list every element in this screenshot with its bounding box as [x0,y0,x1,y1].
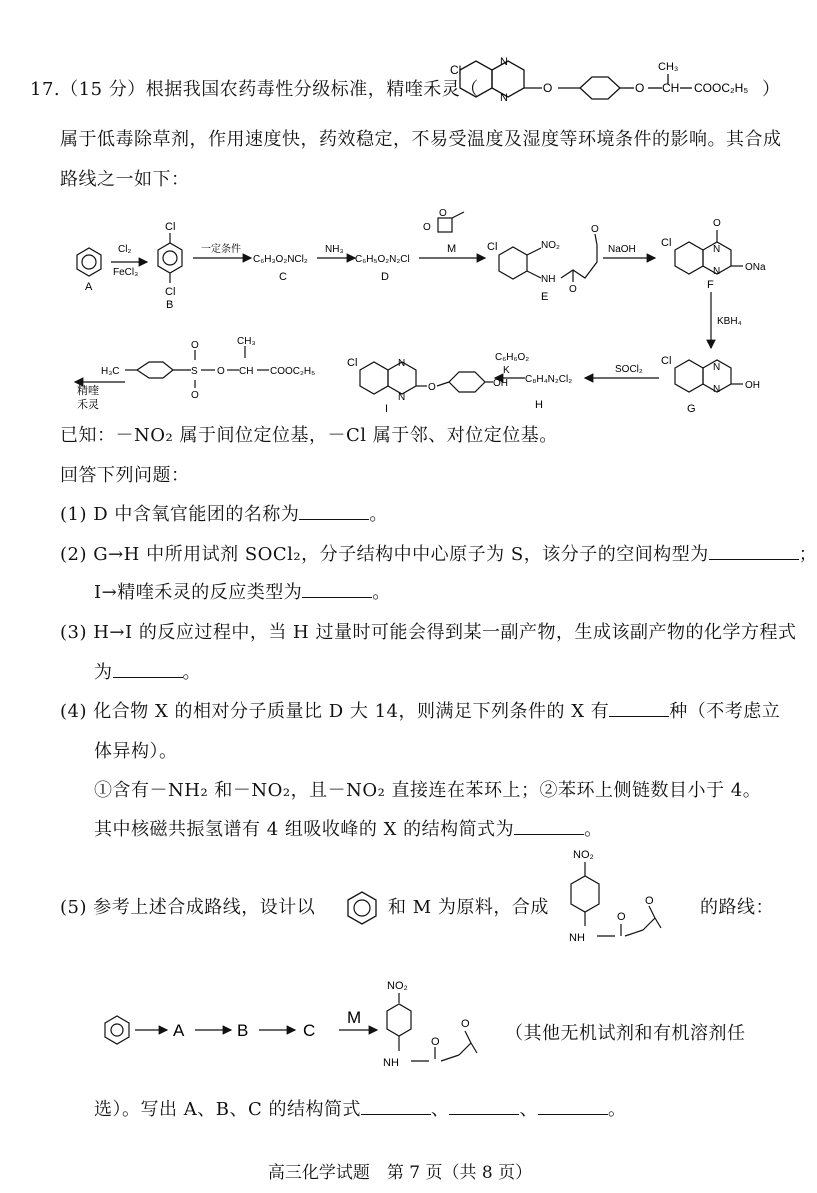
i-o: O [428,382,436,393]
ester-group: COOC₂H₅ [694,81,749,95]
g-oh: OH [745,380,760,391]
i-n1: N [398,358,406,369]
reagent-condition: 一定条件 [201,244,241,255]
cl-atom: Cl [450,63,462,77]
f-n2: N [713,266,721,277]
answer-blank-5b[interactable] [449,1098,519,1115]
answer-blank-5c[interactable] [538,1098,608,1115]
e-o-amide: O [569,284,577,295]
n-atom: N [500,56,508,68]
page-footer: 高三化学试题 第 7 页（共 8 页） [267,1163,533,1183]
o-atom: O [635,81,645,95]
question-4-nmr: 其中核磁共振氢谱有 4 组吸收峰的 X 的结构简式为 。 [94,819,603,840]
label-d: D [381,271,389,283]
answer-prompt: 回答下列问题： [60,465,190,486]
intro-line-2: 属于低毒除草剂，作用速度快，药效稳定，不易受温度及湿度等环境条件的影响。其合成 [60,129,782,150]
product-label-2: 禾灵 [77,399,99,411]
g-cl: Cl [661,355,672,367]
question-5-mid: 和 M 为原料，合成 [388,897,549,918]
target-o-amide: O [617,911,626,923]
route-b: B [237,1021,249,1040]
target-structure [545,846,705,966]
ts-ester: COOC₂H₅ [270,366,316,377]
answer-blank-4a[interactable] [609,700,669,717]
label-a: A [85,281,93,293]
e-cl: Cl [487,241,498,253]
intro-text: 17.（15 分）根据我国农药毒性分级标准，精喹禾灵（ [30,79,479,100]
route-o-amide: O [431,1036,440,1048]
route-c: C [303,1021,316,1040]
question-2-cont: I→精喹禾灵的反应类型为 。 [94,582,391,603]
question-intro [30,78,479,102]
reagent-cl2: Cl₂ [118,244,132,255]
i-n2: N [398,392,406,403]
b-cl-bottom: Cl [165,286,176,298]
question-4-cont: 体异构）。 [94,741,178,762]
formula-c: C₆H₃O₂NCl₂ [253,254,308,265]
question-5-end: 的路线： [700,897,774,918]
ts-o-bottom: O [191,390,199,401]
question-3-cont: 为 。 [94,662,201,683]
route-nh: NH [383,1057,399,1069]
o-atom: O [543,81,553,95]
reagent-socl2: SOCl₂ [615,364,643,375]
formula-h: C₈H₄N₂Cl₂ [525,374,573,385]
answer-blank-5a[interactable] [361,1098,431,1115]
g-n1: N [713,362,721,373]
route-o-ketone: O [461,1018,470,1030]
reagent-fecl3: FeCl₃ [113,267,139,278]
g-n2: N [713,384,721,395]
reagent-k: K [503,365,510,376]
label-c: C [279,271,287,283]
label-m: M [447,243,457,255]
question-4: (4) 化合物 X 的相对分子质量比 D 大 14，则满足下列条件的 X 有 种（不考虑立 [60,701,781,722]
quizalofop-structure [430,52,780,117]
answer-blank-1[interactable] [299,503,369,520]
answer-blank-2b[interactable] [302,581,372,598]
intro-close: ） [762,79,781,100]
benzene-a [77,248,101,276]
synthesis-scheme [55,200,775,425]
route-m: M [347,1008,362,1027]
label-g: G [687,403,696,415]
target-no2: NO₂ [573,849,594,861]
label-e: E [541,291,549,303]
target-o-ketone: O [645,895,654,907]
reagent-nh3: NH₃ [325,244,344,255]
ch-group: CH [662,81,680,95]
answer-blank-4b[interactable] [514,818,584,835]
f-cl: Cl [661,237,672,249]
target-nh: NH [569,932,585,944]
e-no2: NO₂ [541,240,560,251]
label-b: B [166,299,174,311]
ts-s: S [191,366,198,377]
formula-d: C₆H₅O₂N₂Cl [355,254,410,265]
question-4-conditions: ①含有－NH₂ 和－NO₂，且－NO₂ 直接连在苯环上；②苯环上侧链数目小于 4。 [94,780,762,801]
ts-h3c: H₃C [101,366,120,377]
question-3: (3) H→I 的反应过程中，当 H 过量时可能会得到某一副产物，生成该副产物的化学方程式 [60,622,797,643]
f-ona: ONa [745,262,766,273]
product-label-1: 精喹 [77,385,99,397]
b-cl-top: Cl [165,221,176,233]
ch3-group: CH₃ [658,61,679,73]
i-cl: Cl [347,357,358,369]
reagent-kbh4: KBH₄ [717,316,742,327]
reagent-c6h6o2: C₆H₆O₂ [495,352,530,363]
ts-o-top: O [191,340,199,351]
label-i: I [385,403,389,415]
label-f: F [707,279,714,291]
ts-ch3: CH₃ [237,336,256,347]
answer-blank-3[interactable] [113,661,183,678]
m-o-ring: O [423,222,431,233]
reagent-naoh: NaOH [608,244,636,255]
ts-ch: CH [239,366,254,377]
m-o-carbonyl: O [439,208,447,219]
intro-line-3: 路线之一如下： [60,169,190,190]
e-nh: NH [541,274,556,285]
question-2: (2) G→H 中所用试剂 SOCl₂，分子结构中中心原子为 S，该分子的空间构型为 ； [60,544,817,565]
known-info: 已知：－NO₂ 属于间位定位基，－Cl 属于邻、对位定位基。 [60,425,558,446]
ts-o-ester: O [217,366,225,377]
question-5-answer: 选）。写出 A、B、C 的结构简式 、 、 。 [94,1099,627,1120]
question-5-note: （其他无机试剂和有机溶剂任 [505,1023,746,1044]
i-oh: OH [493,378,508,389]
question-5: (5) 参考上述合成路线，设计以 [60,897,316,918]
route-no2: NO₂ [387,980,408,992]
e-o-ketone: O [591,224,599,235]
f-n1: N [713,244,721,255]
route-a: A [173,1021,185,1040]
f-o: O [713,218,721,229]
benzene-icon [342,888,382,928]
route-scheme [95,975,515,1085]
answer-blank-2a[interactable] [709,543,799,560]
label-h: H [535,399,543,411]
n-atom: N [500,92,508,104]
question-1: (1) D 中含氧官能团的名称为 。 [60,504,388,525]
